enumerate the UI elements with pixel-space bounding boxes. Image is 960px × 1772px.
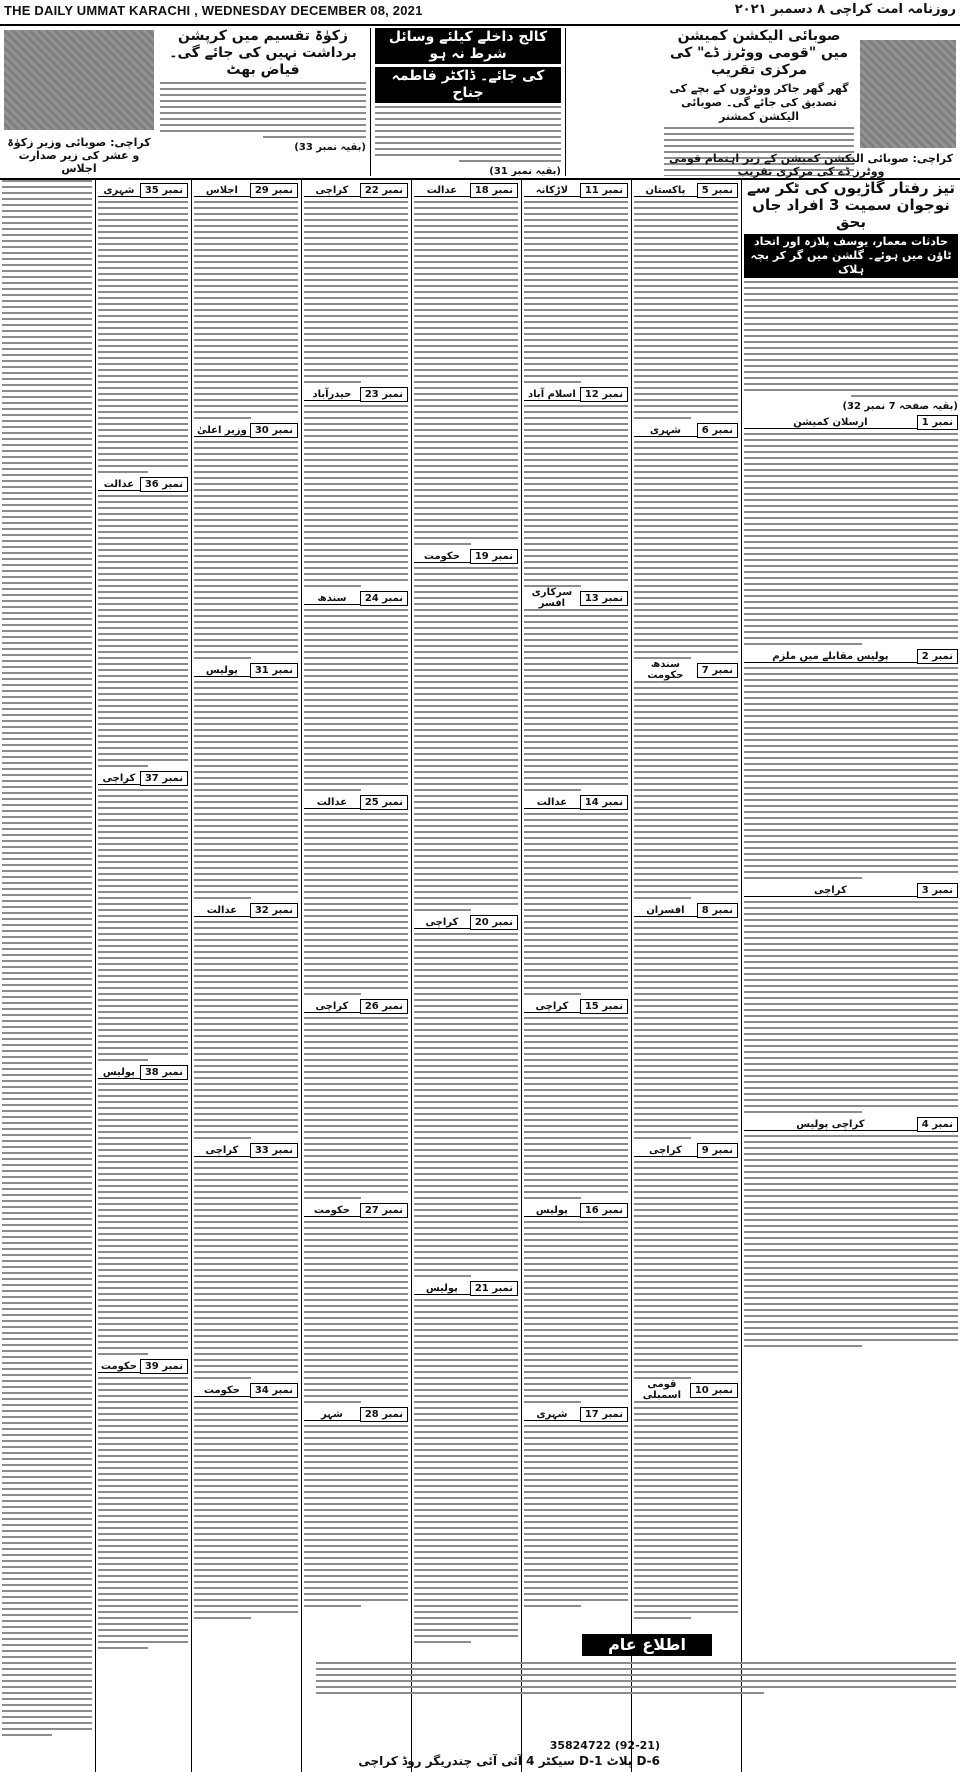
notice-number: نمبر 23 — [360, 387, 408, 402]
notice-header — [744, 415, 958, 430]
notice-label: عدالت — [194, 905, 250, 917]
notice-header — [194, 423, 298, 438]
notice-body — [634, 201, 738, 419]
notice-header — [304, 1203, 408, 1218]
notice-label: حکومت — [98, 1361, 140, 1373]
notice-label: سندھ حکومت — [634, 659, 697, 682]
notice-label: پاکستان — [634, 185, 697, 197]
notice-body — [304, 201, 408, 383]
voters-day-headline: صوبائی الیکشن کمیشن میں "قومی ووٹرز ڈے" کی مرکزی تقریب — [669, 28, 848, 78]
notice-body — [414, 201, 518, 545]
notice-header — [634, 183, 738, 198]
notice-number: نمبر 39 — [140, 1359, 188, 1374]
notice-header — [524, 795, 628, 810]
notice-label: اسلام آباد — [524, 389, 580, 401]
college-headline-2: کی جائے۔ ڈاکٹر فاطمہ جناح — [375, 67, 561, 103]
notice-header — [524, 183, 628, 198]
notice-body — [744, 433, 958, 645]
notice-number: نمبر 34 — [250, 1383, 298, 1398]
notice-header — [98, 1065, 188, 1080]
notice-header — [194, 1383, 298, 1398]
notice-body — [194, 1401, 298, 1619]
notice-number: نمبر 14 — [580, 795, 628, 810]
college-story — [370, 28, 566, 176]
notice-body — [634, 921, 738, 1139]
notice-number: نمبر 27 — [360, 1203, 408, 1218]
notice-header — [98, 477, 188, 492]
notice-number: نمبر 9 — [697, 1143, 738, 1158]
zakat-story — [160, 28, 366, 176]
notice-number: نمبر 4 — [917, 1117, 958, 1132]
voters-day-subhead: گھر گھر جاکر ووٹروں کے بچے کی تصدیق کی جائے گی۔ صوبائی الیکشن کمشنر — [669, 82, 849, 123]
notice-header — [524, 587, 628, 609]
notice-header — [634, 1379, 738, 1401]
notice-body — [194, 921, 298, 1139]
notice-header — [304, 591, 408, 606]
notice-body — [194, 1161, 298, 1379]
column-3-notices — [524, 183, 628, 1607]
notice-label: شہری — [98, 185, 140, 197]
notice-body — [194, 201, 298, 419]
notice-label: کراچی — [304, 185, 360, 197]
lead-story — [744, 180, 958, 412]
notice-header — [304, 795, 408, 810]
notice-number: نمبر 33 — [250, 1143, 298, 1158]
notice-label: پولیس — [524, 1205, 580, 1217]
notice-number: نمبر 12 — [580, 387, 628, 402]
notice-header — [304, 999, 408, 1014]
column-3 — [524, 180, 628, 1772]
notice-body — [304, 405, 408, 587]
notice-body — [524, 1017, 628, 1199]
column-2-notices — [634, 183, 738, 1619]
masthead-urdu-dateline: روزنامہ امت کراچی ۸ دسمبر ۲۰۲۱ — [734, 2, 956, 17]
notice-number: نمبر 26 — [360, 999, 408, 1014]
notice-label: عدالت — [524, 797, 580, 809]
notice-body — [524, 1221, 628, 1403]
notice-header — [414, 549, 518, 564]
continuation-columns — [0, 180, 960, 1772]
notice-number: نمبر 13 — [580, 591, 628, 606]
notice-body — [634, 1161, 738, 1379]
column-1-notices — [744, 415, 958, 1347]
notice-body — [194, 441, 298, 659]
notice-number: نمبر 1 — [917, 415, 958, 430]
notice-label: حکومت — [194, 1385, 250, 1397]
notice-number: نمبر 28 — [360, 1407, 408, 1422]
notice-body — [98, 495, 188, 767]
notice-number: نمبر 31 — [250, 663, 298, 678]
notice-body — [524, 609, 628, 791]
notice-number: نمبر 24 — [360, 591, 408, 606]
public-notice-phone: (92-21) 35824722 — [549, 1739, 660, 1752]
notice-header — [524, 387, 628, 402]
notice-header — [194, 903, 298, 918]
notice-label: کراچی — [634, 1145, 697, 1157]
notice-label: عدالت — [98, 479, 140, 491]
zakat-meeting-photo — [4, 30, 154, 130]
notice-number: نمبر 2 — [917, 649, 958, 664]
notice-label: کراچی — [194, 1145, 250, 1157]
public-notice-address: D-6 پلاٹ D-1 سیکٹر 4 آئی آئی چندریگر روڈ کراچی — [358, 1754, 660, 1768]
notice-label: لاڑکانہ — [524, 185, 580, 197]
notice-body — [414, 567, 518, 911]
notice-header — [98, 771, 188, 786]
column-7 — [98, 180, 188, 1772]
notice-body — [524, 813, 628, 995]
notice-header — [634, 659, 738, 681]
notice-body — [304, 1221, 408, 1403]
notice-label: پولیس مقابلے میں ملزم — [744, 651, 917, 663]
column-4 — [414, 180, 518, 1772]
notice-number: نمبر 5 — [697, 183, 738, 198]
notice-label: کراچی — [414, 917, 470, 929]
notice-header — [304, 387, 408, 402]
notice-label: عدالت — [414, 185, 470, 197]
notice-body — [524, 201, 628, 383]
masthead — [0, 0, 960, 26]
column-5 — [304, 180, 408, 1772]
column-5-notices — [304, 183, 408, 1607]
notice-number: نمبر 22 — [360, 183, 408, 198]
notice-header — [304, 1407, 408, 1422]
notice-number: نمبر 3 — [917, 883, 958, 898]
notice-body — [414, 1299, 518, 1643]
notice-label: پولیس — [414, 1283, 470, 1295]
notice-label: قومی اسمبلی — [634, 1379, 690, 1402]
notice-label: ارسلان کمیشن — [744, 417, 917, 429]
notice-body — [98, 789, 188, 1061]
notice-header — [414, 915, 518, 930]
notice-label: عدالت — [304, 797, 360, 809]
notice-number: نمبر 16 — [580, 1203, 628, 1218]
zakat-headline: زکوٰۃ تقسیم میں کرپشن برداشت نہیں کی جائے گی۔ فیاض بھٹ — [169, 28, 357, 78]
notice-number: نمبر 38 — [140, 1065, 188, 1080]
notice-label: کراچی پولیس — [744, 1119, 917, 1131]
notice-number: نمبر 21 — [470, 1281, 518, 1296]
notice-number: نمبر 10 — [690, 1383, 738, 1398]
college-body — [375, 106, 561, 162]
notice-body — [98, 201, 188, 473]
notice-label: کراچی — [98, 773, 140, 785]
notice-header — [744, 1117, 958, 1132]
notice-number: نمبر 30 — [250, 423, 298, 438]
top-band — [0, 26, 960, 180]
notice-body — [524, 405, 628, 587]
public-notice-title: اطلاع عام — [582, 1634, 712, 1656]
notice-label: شہر — [304, 1409, 360, 1421]
lead-headline: تیز رفتار گاڑیوں کی ٹکر سے نوجوان سمیت 3 افراد جاں بحق — [746, 180, 955, 231]
notice-header — [524, 1203, 628, 1218]
notice-body — [304, 813, 408, 995]
notice-body — [634, 1401, 738, 1619]
public-notice — [0, 1630, 960, 1772]
notice-label: کراچی — [304, 1001, 360, 1013]
notice-number: نمبر 18 — [470, 183, 518, 198]
notice-label: شہری — [634, 425, 697, 437]
column-7-notices — [98, 183, 188, 1649]
notice-header — [744, 649, 958, 664]
lead-body — [744, 281, 958, 397]
notice-number: نمبر 20 — [470, 915, 518, 930]
notice-header — [98, 1359, 188, 1374]
notice-header — [524, 1407, 628, 1422]
zakat-body — [160, 82, 366, 138]
notice-body — [98, 1377, 188, 1649]
notice-header — [524, 999, 628, 1014]
notice-label: وزیر اعلیٰ — [194, 425, 250, 437]
notice-header — [414, 183, 518, 198]
column-2 — [634, 180, 738, 1772]
notice-number: نمبر 35 — [140, 183, 188, 198]
notice-body — [194, 681, 298, 899]
notice-header — [98, 183, 188, 198]
notice-number: نمبر 29 — [250, 183, 298, 198]
column-8-notices — [2, 180, 92, 1736]
masthead-english-dateline: THE DAILY UMMAT KARACHI , WEDNESDAY DECEMBER 08, 2021 — [4, 3, 423, 18]
notice-header — [634, 903, 738, 918]
notice-label: حکومت — [304, 1205, 360, 1217]
column-6 — [194, 180, 298, 1772]
public-notice-body — [316, 1662, 956, 1698]
voters-day-caption: کراچی: صوبائی الیکشن کمیشن کے زیر اہتمام قومی ووٹرز ڈے کی مرکزی تقریب — [668, 152, 953, 178]
notice-header — [634, 423, 738, 438]
notice-label: سندھ — [304, 593, 360, 605]
college-continued-ref: (بقیہ نمبر 31) — [489, 166, 561, 176]
notice-label: حکومت — [414, 551, 470, 563]
notice-number: نمبر 32 — [250, 903, 298, 918]
notice-number: نمبر 37 — [140, 771, 188, 786]
notice-number: نمبر 19 — [470, 549, 518, 564]
notice-number: نمبر 25 — [360, 795, 408, 810]
notice-number: نمبر 8 — [697, 903, 738, 918]
notice-body — [744, 1135, 958, 1347]
notice-body — [304, 1425, 408, 1607]
notice-body — [2, 180, 92, 1736]
notice-header — [414, 1281, 518, 1296]
notice-label: پولیس — [98, 1067, 140, 1079]
notice-label: افسران — [634, 905, 697, 917]
zakat-continued-ref: (بقیہ نمبر 33) — [294, 142, 366, 153]
notice-header — [744, 883, 958, 898]
notice-number: نمبر 11 — [580, 183, 628, 198]
notice-label: شہری — [524, 1409, 580, 1421]
notice-body — [744, 901, 958, 1113]
notice-label: سرکاری افسر — [524, 587, 580, 610]
notice-label: حیدرآباد — [304, 389, 360, 401]
notice-number: نمبر 7 — [697, 663, 738, 678]
notice-header — [194, 663, 298, 678]
column-8 — [2, 180, 92, 1772]
notice-body — [524, 1425, 628, 1607]
column-6-notices — [194, 183, 298, 1619]
notice-label: اجلاس — [194, 185, 250, 197]
column-1 — [744, 180, 958, 1772]
notice-header — [304, 183, 408, 198]
notice-number: نمبر 6 — [697, 423, 738, 438]
notice-label: کراچی — [524, 1001, 580, 1013]
notice-label: کراچی — [744, 885, 917, 897]
notice-header — [634, 1143, 738, 1158]
notice-body — [304, 609, 408, 791]
notice-body — [414, 933, 518, 1277]
notice-body — [634, 441, 738, 659]
notice-number: نمبر 15 — [580, 999, 628, 1014]
notice-body — [744, 667, 958, 879]
notice-body — [634, 681, 738, 899]
college-headline: کالج داخلے کیلئے وسائل شرط نہ ہو — [375, 28, 561, 64]
notice-number: نمبر 17 — [580, 1407, 628, 1422]
notice-body — [304, 1017, 408, 1199]
notice-header — [194, 183, 298, 198]
zakat-caption: کراچی: صوبائی وزیر زکوٰۃ و عشر کی زیر صدارت اجلاس — [7, 136, 151, 175]
lead-subhead: حادثات معمار، یوسف پلازہ اور اتحاد ٹاؤن میں ہوئے۔ گلشن میں گر کر بچہ ہلاک — [744, 234, 958, 278]
lead-continued-ref: (بقیہ صفحہ 7 نمبر 32) — [842, 401, 958, 412]
notice-body — [98, 1083, 188, 1355]
column-4-notices — [414, 183, 518, 1643]
notice-header — [194, 1143, 298, 1158]
notice-number: نمبر 36 — [140, 477, 188, 492]
voters-day-photo — [860, 40, 956, 148]
notice-label: پولیس — [194, 665, 250, 677]
